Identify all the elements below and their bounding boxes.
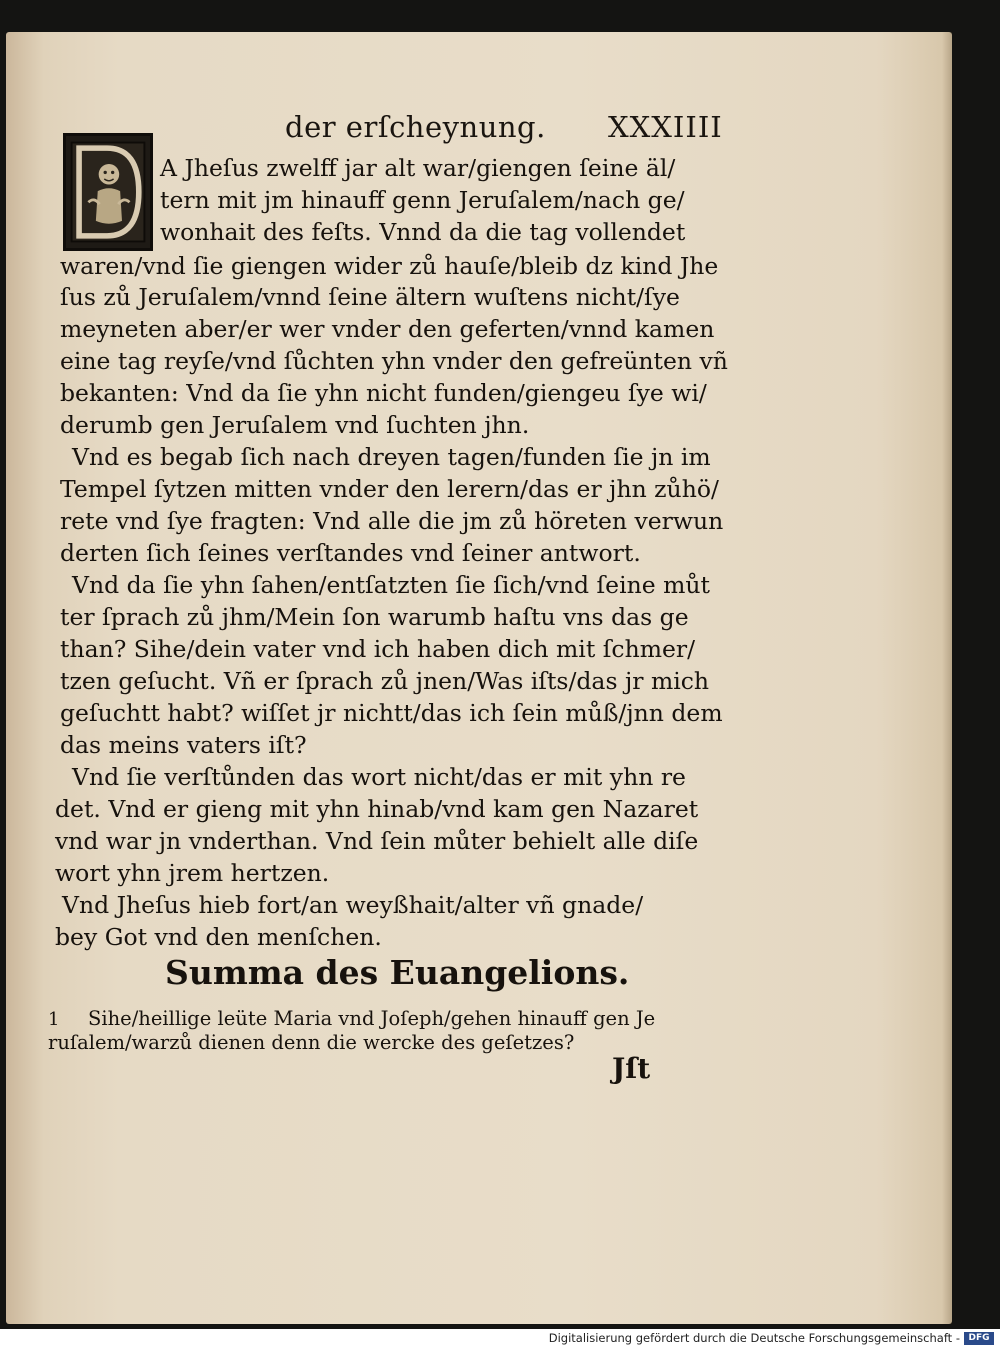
- body-text-line: wort yhn jrem hertzen.: [55, 859, 330, 887]
- body-text-line: wonhait des feſts. Vnnd da die tag vollendet: [160, 218, 686, 246]
- dfg-logo: DFG: [964, 1332, 994, 1345]
- body-text-line: than? Sihe/dein vater vnd ich haben dich mit ſchmer/: [60, 635, 696, 663]
- body-text-line: tern mit jm hinauff genn Jeruſalem/nach ge/: [160, 186, 685, 214]
- summary-line: ruſalem/warzů dienen denn die wercke des geſetzes?: [48, 1031, 575, 1054]
- body-text-line: bekanten: Vnd da ſie yhn nicht funden/giengeu ſye wi/: [60, 379, 707, 407]
- body-text-line: A Jheſus zwelff jar alt war/giengen ſeine äl/: [160, 154, 676, 182]
- footer-bar: [0, 1329, 1000, 1349]
- footer-credit: Digitalisierung gefördert durch die Deutsche Forschungsgemeinschaft -: [548, 1331, 960, 1345]
- body-text-line: Vnd es begab ſich nach dreyen tagen/funden ſie jn im: [72, 443, 711, 471]
- running-header-title: der erſcheynung.: [285, 110, 546, 144]
- body-text-line: Tempel ſytzen mitten vnder den lerern/das er jhn zůhö/: [60, 475, 719, 503]
- body-text-line: derumb gen Jeruſalem vnd ſuchten jhn.: [60, 411, 530, 439]
- body-text-line: Vnd da ſie yhn ſahen/entſatzten ſie ſich/vnd ſeine můt: [72, 571, 710, 599]
- body-text-line: Vnd ſie verſtůnden das wort nicht/das er mit yhn re: [72, 763, 686, 791]
- body-text-line: meyneten aber/er wer vnder den geferten/vnnd kamen: [60, 315, 715, 343]
- body-text-line: bey Got vnd den menſchen.: [55, 923, 382, 951]
- catchword: Jſt: [612, 1052, 651, 1085]
- folio-number: XXXIIII: [608, 110, 723, 144]
- summary-line: Sihe/heillige leüte Maria vnd Joſeph/gehen hinauff gen Je: [88, 1007, 656, 1030]
- body-text-line: det. Vnd er gieng mit yhn hinab/vnd kam gen Nazaret: [55, 795, 699, 823]
- body-text-line: ter ſprach zů jhm/Mein ſon warumb haſtu vns das ge: [60, 603, 689, 631]
- body-text-line: geſuchtt habt? wiſſet jr nichtt/das ich ſein můß/jnn dem: [60, 699, 723, 727]
- body-text-line: waren/vnd ſie giengen wider zů hauſe/bleib dz kind Jhe: [60, 252, 719, 280]
- body-text-line: eine tag reyſe/vnd ſůchten yhn vnder den gefreünten vñ: [60, 347, 728, 375]
- body-text-line: das meins vaters iſt?: [60, 731, 307, 759]
- body-text-line: vnd war jn vnderthan. Vnd ſein můter behielt alle diſe: [55, 827, 699, 855]
- body-text-line: Vnd Jheſus hieb fort/an weyßhait/alter vñ gnade/: [62, 891, 644, 919]
- body-text-line: derten ſich ſeines verſtandes vnd ſeiner antwort.: [60, 539, 641, 567]
- body-text-line: ſus zů Jeruſalem/vnnd ſeine ältern wuſtens nicht/ſye: [60, 283, 680, 311]
- summary-heading: Summa des Euangelions.: [165, 953, 630, 992]
- body-text-line: rete vnd ſye fragten: Vnd alle die jm zů höreten verwun: [60, 507, 724, 535]
- decorated-initial: [63, 133, 153, 251]
- page-edge-shadow: [942, 32, 952, 1324]
- body-text-line: tzen geſucht. Vñ er ſprach zů jnen/Was iſts/das jr mich: [60, 667, 710, 695]
- summary-number: 1: [48, 1009, 60, 1030]
- decorated-initial-glyph: [66, 136, 150, 248]
